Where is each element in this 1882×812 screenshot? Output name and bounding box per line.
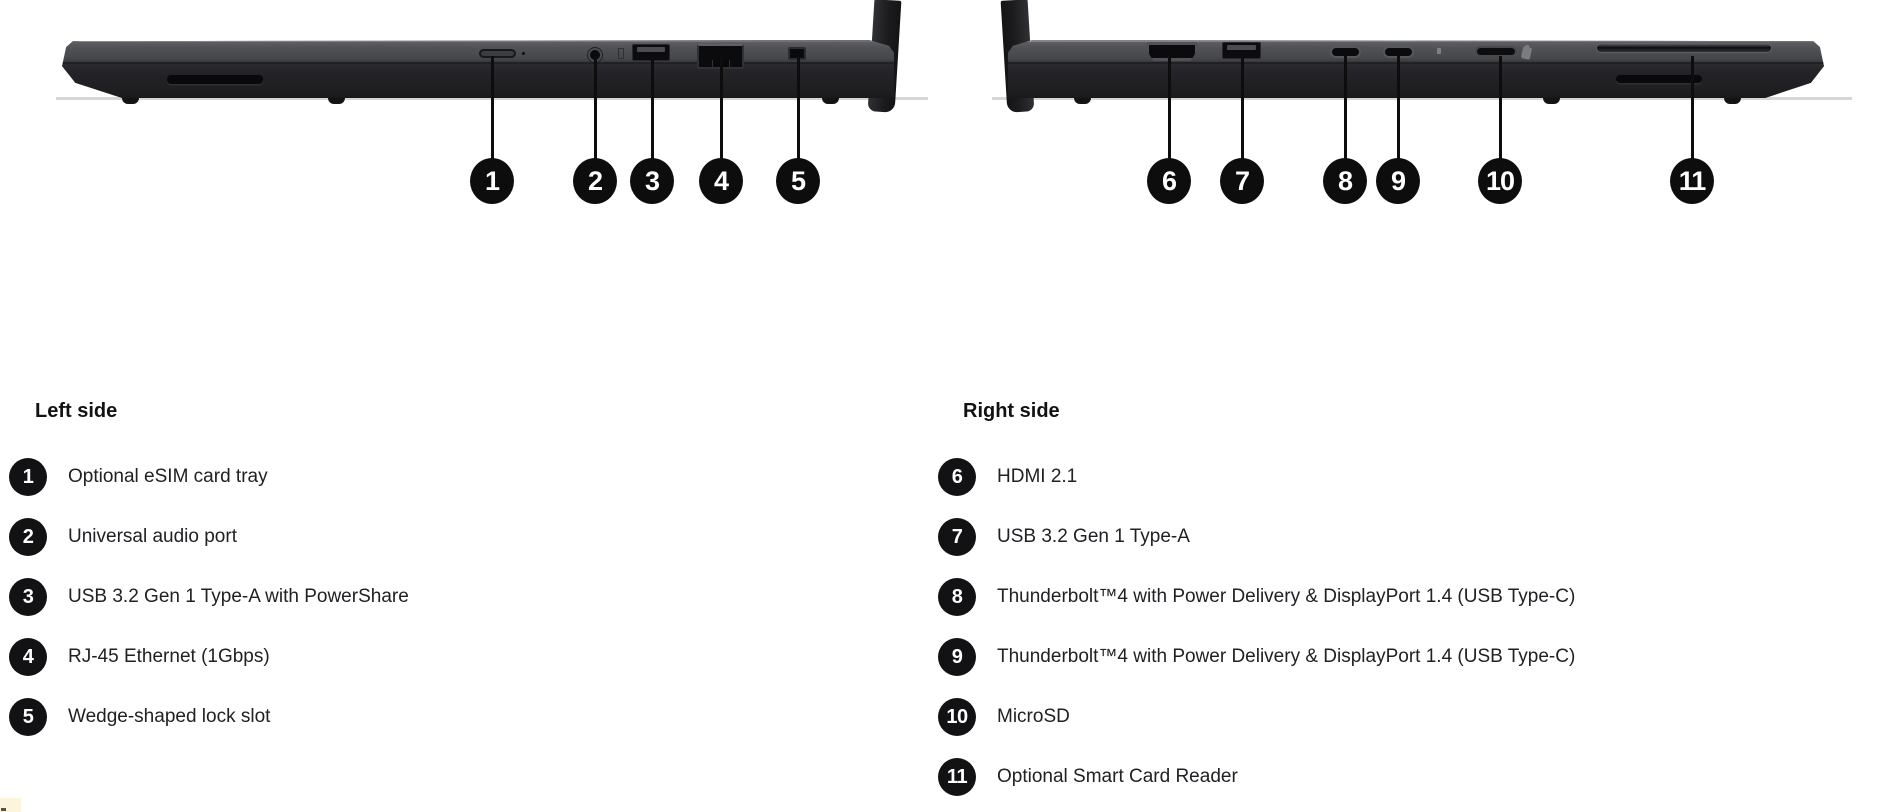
- item-number-badge: 6: [938, 458, 976, 496]
- right-side-list: [938, 458, 1575, 796]
- legend-item: [938, 578, 1575, 616]
- hdmi-port: [1146, 42, 1198, 61]
- item-number-badge: 5: [9, 698, 47, 736]
- left-laptop-illustration: [62, 40, 894, 98]
- item-label: MicroSD: [997, 706, 1070, 727]
- legend-item: [9, 638, 409, 676]
- left-side-list: [9, 458, 409, 736]
- callout-number: 1: [470, 158, 514, 204]
- esim-tray-slot: [479, 49, 516, 58]
- callout-number: 8: [1323, 158, 1367, 204]
- legend-item: [938, 518, 1575, 556]
- legend-item: [9, 458, 409, 496]
- front-edge-slot: [167, 75, 263, 84]
- item-number-badge: 10: [938, 698, 976, 736]
- item-number-badge: 2: [9, 518, 47, 556]
- callout-number: 7: [1220, 158, 1264, 204]
- esim-pinhole: [522, 52, 525, 55]
- front-edge-slot: [1616, 75, 1702, 83]
- callout-number: 10: [1478, 158, 1522, 204]
- item-label: Optional eSIM card tray: [68, 466, 268, 487]
- item-number-badge: 3: [9, 578, 47, 616]
- item-label: Thunderbolt™4 with Power Delivery & DisplayPort 1.4 (USB Type-C): [997, 586, 1576, 607]
- legend-item: [9, 698, 409, 736]
- item-label: Wedge-shaped lock slot: [68, 706, 271, 727]
- item-number-badge: 1: [9, 458, 47, 496]
- item-number-badge: 4: [9, 638, 47, 676]
- callout-number: 5: [776, 158, 820, 204]
- item-number-badge: 8: [938, 578, 976, 616]
- callout-line: [1344, 56, 1347, 160]
- right-side-heading: Right side: [963, 400, 1060, 422]
- status-led: [1437, 48, 1441, 54]
- legend-item: [938, 638, 1575, 676]
- item-label: Thunderbolt™4 with Power Delivery & DisplayPort 1.4 (USB Type-C): [997, 646, 1576, 667]
- laptop-body: [62, 40, 894, 98]
- legend-item: [9, 578, 409, 616]
- legend-item: [9, 518, 409, 556]
- item-number-badge: 9: [938, 638, 976, 676]
- legend-item: [938, 758, 1575, 796]
- corner-artifact: [0, 798, 21, 812]
- microsd-slot: [1475, 46, 1517, 57]
- callout-line: [1499, 56, 1502, 160]
- callout-line: [720, 56, 723, 160]
- callout-line: [491, 56, 494, 160]
- callout-number: 11: [1670, 158, 1714, 204]
- item-label: RJ-45 Ethernet (1Gbps): [68, 646, 270, 667]
- callout-line: [1397, 56, 1400, 160]
- left-side-heading: Left side: [35, 400, 118, 422]
- callout-line: [1241, 56, 1244, 160]
- item-number-badge: 11: [938, 758, 976, 796]
- callout-number: 6: [1147, 158, 1191, 204]
- item-label: Universal audio port: [68, 526, 237, 547]
- callout-number: 4: [699, 158, 743, 204]
- item-number-badge: 7: [938, 518, 976, 556]
- callout-line: [594, 56, 597, 160]
- callout-line: [797, 56, 800, 160]
- callout-number: 3: [630, 158, 674, 204]
- callout-number: 9: [1376, 158, 1420, 204]
- item-label: HDMI 2.1: [997, 466, 1078, 487]
- powershare-icon: [618, 48, 624, 59]
- legend-item: [938, 458, 1575, 496]
- callout-line: [1168, 56, 1171, 160]
- right-laptop-illustration: [1008, 40, 1824, 98]
- callout-line: [651, 56, 654, 160]
- item-label: USB 3.2 Gen 1 Type-A: [997, 526, 1190, 547]
- callout-number: 2: [573, 158, 617, 204]
- legend-item: [938, 698, 1575, 736]
- item-label: USB 3.2 Gen 1 Type-A with PowerShare: [68, 586, 409, 607]
- smart-card-slot: [1596, 43, 1772, 53]
- item-label: Optional Smart Card Reader: [997, 766, 1238, 787]
- callout-line: [1691, 56, 1694, 160]
